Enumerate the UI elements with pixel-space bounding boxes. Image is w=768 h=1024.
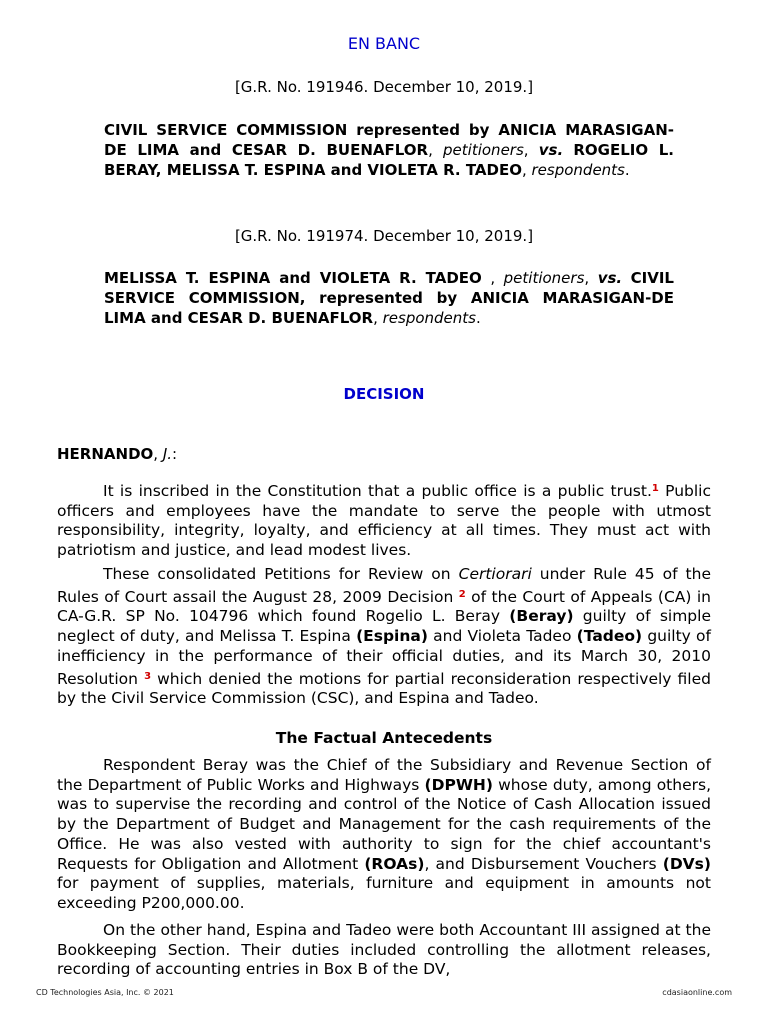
case1-parties: CIVIL SERVICE COMMISSION represented by ANICIA MARASIGAN-DE LIMA and CESAR D. BUENAFLOR, petitioners, vs. ROGELIO L. BERAY, MELISSA T. ESPINA and VIOLETA R. TADEO, respondents.	[104, 121, 674, 179]
case1-respondents-label: respondents	[531, 161, 625, 179]
case2-petitioners-label: petitioners	[503, 269, 585, 287]
footnote-ref-3[interactable]: 3	[144, 670, 152, 682]
case1-petitioners: CIVIL SERVICE COMMISSION represented by ANICIA MARASIGAN-DE LIMA and CESAR D. BUENAFLOR	[104, 121, 674, 159]
paragraph-2: These consolidated Petitions for Review on Certiorari under Rule 45 of the Rules of Court assail the August 28, 2009 Decision $^2$ of the Court of Appeals (CA) in CA-G.R. SP No. 104796 which found Rogelio L. Beray (Beray) guilty of simple neglect of duty, and Melissa T. Espina (Espina) and Violeta Tadeo (Tadeo) guilty of inefficiency in the performance of their official duties, and its March 30, 2010 Resolution $^3$ which denied the motions for partial reconsideration respectively filed by the Civil Service Commission (CSC), and Espina and Tadeo.	[57, 565, 712, 708]
ponente-suffix: J.	[162, 445, 173, 463]
case1-petitioners-label: petitioners	[443, 141, 524, 159]
case1-respondents: ROGELIO L. BERAY, MELISSA T. ESPINA and VIOLETA R. TADEO	[104, 141, 674, 179]
certiorari-term: Certiorari	[458, 565, 532, 583]
case2-respondents: CIVIL SERVICE COMMISSION, represented by ANICIA MARASIGAN-DE LIMA and CESAR D. BUENAFLOR	[104, 269, 674, 327]
footer-site: cdasiaonline.com	[662, 988, 732, 997]
footnote-ref-1[interactable]: 1	[651, 483, 659, 494]
paragraph-3: Respondent Beray was the Chief of the Subsidiary and Revenue Section of the Department of Public Works and Highways (DPWH) whose duty, among others, was to supervise the recording and control of the Notice of Cash Allocation issued by the Department of Budget and Management for the cash requirements of the Office. He was also vested with authority to sign for the chief accountant's Requests for Obligation and Allotment (ROAs), and Disbursement Vouchers (DVs) for payment of supplies, materials, furniture and equipment in amounts not exceeding P200,000.00.	[57, 756, 711, 912]
case2-number: [G.R. No. 191974. December 10, 2019.]	[234, 227, 534, 245]
en-banc-heading: EN BANC	[347, 34, 421, 53]
ponente: HERNANDO, J.:	[57, 445, 178, 463]
footer-copyright: CD Technologies Asia, Inc. © 2021	[36, 988, 174, 997]
ponente-name: HERNANDO	[57, 445, 154, 463]
case2-vs: vs.	[597, 269, 623, 287]
footnote-ref-2[interactable]: 2	[458, 588, 466, 600]
section-heading-factual-antecedents: The Factual Antecedents	[275, 729, 493, 747]
case2-parties: MELISSA T. ESPINA and VIOLETA R. TADEO , petitioners, vs. CIVIL SERVICE COMMISSION, represented by ANICIA MARASIGAN-DE LIMA and CESAR D. BUENAFLOR, respondents.	[104, 269, 674, 327]
decision-title: DECISION	[343, 385, 425, 403]
case2-petitioners: MELISSA T. ESPINA and VIOLETA R. TADEO	[104, 269, 482, 287]
paragraph-4: On the other hand, Espina and Tadeo were both Accountant III assigned at the Bookkeeping Section. Their duties included controlling the allotment releases, recording of accounting entries in Box B of the DV,	[57, 921, 711, 979]
paragraph-1: It is inscribed in the Constitution that a public office is a public trust.$^1$ Public officers and employees have the mandate to serve the people with utmost responsibility, integrity, loyalty, and efficiency at all times. They must act with patriotism and justice, and lead modest lives.	[57, 482, 711, 560]
case1-vs: vs.	[538, 141, 564, 159]
case1-number: [G.R. No. 191946. December 10, 2019.]	[234, 78, 534, 96]
case2-respondents-label: respondents	[382, 309, 476, 327]
